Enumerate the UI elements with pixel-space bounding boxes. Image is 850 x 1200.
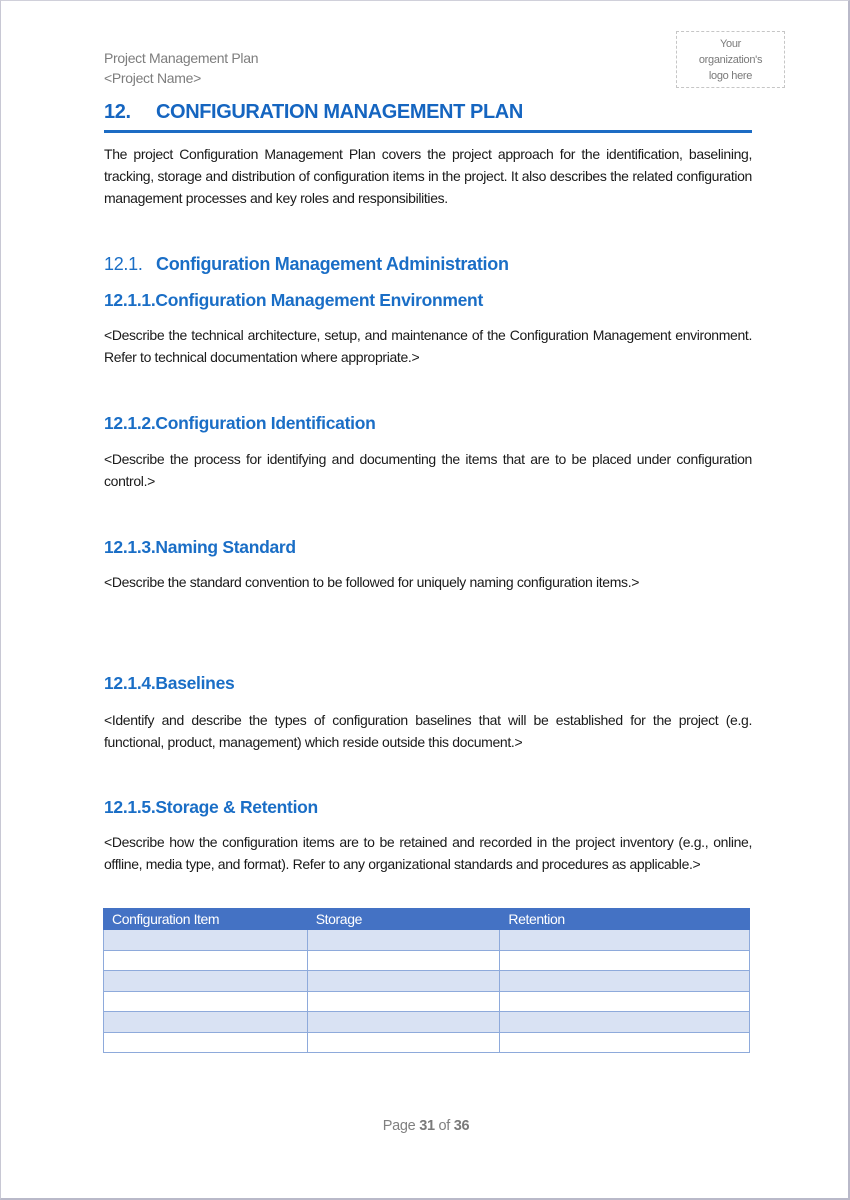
baselines-body: <Identify and describe the types of configuration baselines that will be established for the project (e.g. functional, product, management) which reside outside this document.> bbox=[104, 712, 752, 750]
current-page-number: 31 bbox=[419, 1118, 435, 1134]
table-cell[interactable] bbox=[500, 950, 750, 971]
table-cell[interactable] bbox=[104, 1032, 308, 1053]
table-cell[interactable] bbox=[307, 971, 500, 992]
page-of-label: of bbox=[438, 1118, 450, 1134]
naming-body: <Describe the standard convention to be followed for uniquely naming configuration items.> bbox=[104, 574, 640, 590]
environment-body: <Describe the technical architecture, setup, and maintenance of the Configuration Management environment. Refer to technical documentation where appropriate.> bbox=[104, 327, 752, 365]
heading-number: 12.1.5. bbox=[104, 797, 156, 817]
heading-number: 12.1.3. bbox=[104, 537, 156, 557]
table-cell[interactable] bbox=[307, 1012, 500, 1033]
table-cell[interactable] bbox=[104, 1012, 308, 1033]
subsubsection-heading-storage bbox=[104, 797, 318, 818]
logo-text-line: organization's bbox=[698, 54, 763, 66]
heading-number: 12.1.2. bbox=[104, 413, 156, 433]
section-number: 12. bbox=[104, 101, 131, 123]
subsubsection-heading-baselines bbox=[104, 673, 234, 694]
project-name: <Project Name> bbox=[104, 70, 201, 86]
subsection-heading bbox=[104, 254, 509, 275]
column-header-storage: Storage bbox=[307, 909, 500, 930]
table-cell[interactable] bbox=[307, 991, 500, 1012]
subsection-title: Configuration Management Administration bbox=[156, 254, 509, 274]
storage-retention-table bbox=[103, 908, 750, 1053]
table-cell[interactable] bbox=[104, 991, 308, 1012]
table-cell[interactable] bbox=[307, 930, 500, 951]
table-row bbox=[104, 950, 750, 971]
document-title: Project Management Plan bbox=[104, 50, 259, 66]
table-cell[interactable] bbox=[500, 991, 750, 1012]
logo-text-line: logo here bbox=[708, 70, 753, 82]
section-title: CONFIGURATION MANAGEMENT PLAN bbox=[156, 101, 523, 123]
logo-text-line: Your bbox=[719, 38, 742, 50]
table-cell[interactable] bbox=[104, 930, 308, 951]
table-cell[interactable] bbox=[307, 950, 500, 971]
identification-body: <Describe the process for identifying and documenting the items that are to be placed under configuration control.> bbox=[104, 451, 752, 489]
table-row bbox=[104, 1032, 750, 1053]
table-row bbox=[104, 930, 750, 951]
table-cell[interactable] bbox=[307, 1032, 500, 1053]
table-header-row bbox=[104, 909, 750, 930]
heading-title: Configuration Management Environment bbox=[155, 290, 483, 310]
section-heading bbox=[104, 101, 752, 133]
table-row bbox=[104, 971, 750, 992]
table-row bbox=[104, 1012, 750, 1033]
heading-title: Naming Standard bbox=[155, 537, 296, 557]
section-intro: The project Configuration Management Plan covers the project approach for the identification, baselining, tracking, storage and distribution of configuration items in the project. It also describes the related configuration management processes and key roles and responsibilities. bbox=[104, 146, 752, 206]
heading-title: Configuration Identification bbox=[155, 413, 376, 433]
column-header-configuration-item: Configuration Item bbox=[104, 909, 308, 930]
subsection-number: 12.1. bbox=[104, 254, 143, 274]
table-cell[interactable] bbox=[104, 971, 308, 992]
heading-title: Baselines bbox=[155, 673, 235, 693]
table-cell[interactable] bbox=[500, 1012, 750, 1033]
subsubsection-heading-naming bbox=[104, 537, 296, 558]
heading-title: Storage & Retention bbox=[155, 797, 318, 817]
table-row bbox=[104, 991, 750, 1012]
table-cell[interactable] bbox=[500, 1032, 750, 1053]
column-header-retention: Retention bbox=[500, 909, 750, 930]
table-cell[interactable] bbox=[104, 950, 308, 971]
page-label: Page bbox=[382, 1118, 416, 1134]
logo-placeholder bbox=[676, 31, 785, 88]
table-cell[interactable] bbox=[500, 930, 750, 951]
table-cell[interactable] bbox=[500, 971, 750, 992]
total-page-count: 36 bbox=[453, 1118, 470, 1134]
page-footer bbox=[1, 1118, 850, 1134]
heading-number: 12.1.1. bbox=[104, 290, 156, 310]
storage-body: <Describe how the configuration items are to be retained and recorded in the project inventory (e.g., online, offline, media type, and format). Refer to any organizational standards and procedures as applicable.> bbox=[104, 834, 752, 872]
heading-number: 12.1.4. bbox=[104, 673, 156, 693]
page-header bbox=[104, 48, 258, 88]
subsubsection-heading-environment bbox=[104, 290, 483, 311]
subsubsection-heading-identification bbox=[104, 413, 375, 434]
